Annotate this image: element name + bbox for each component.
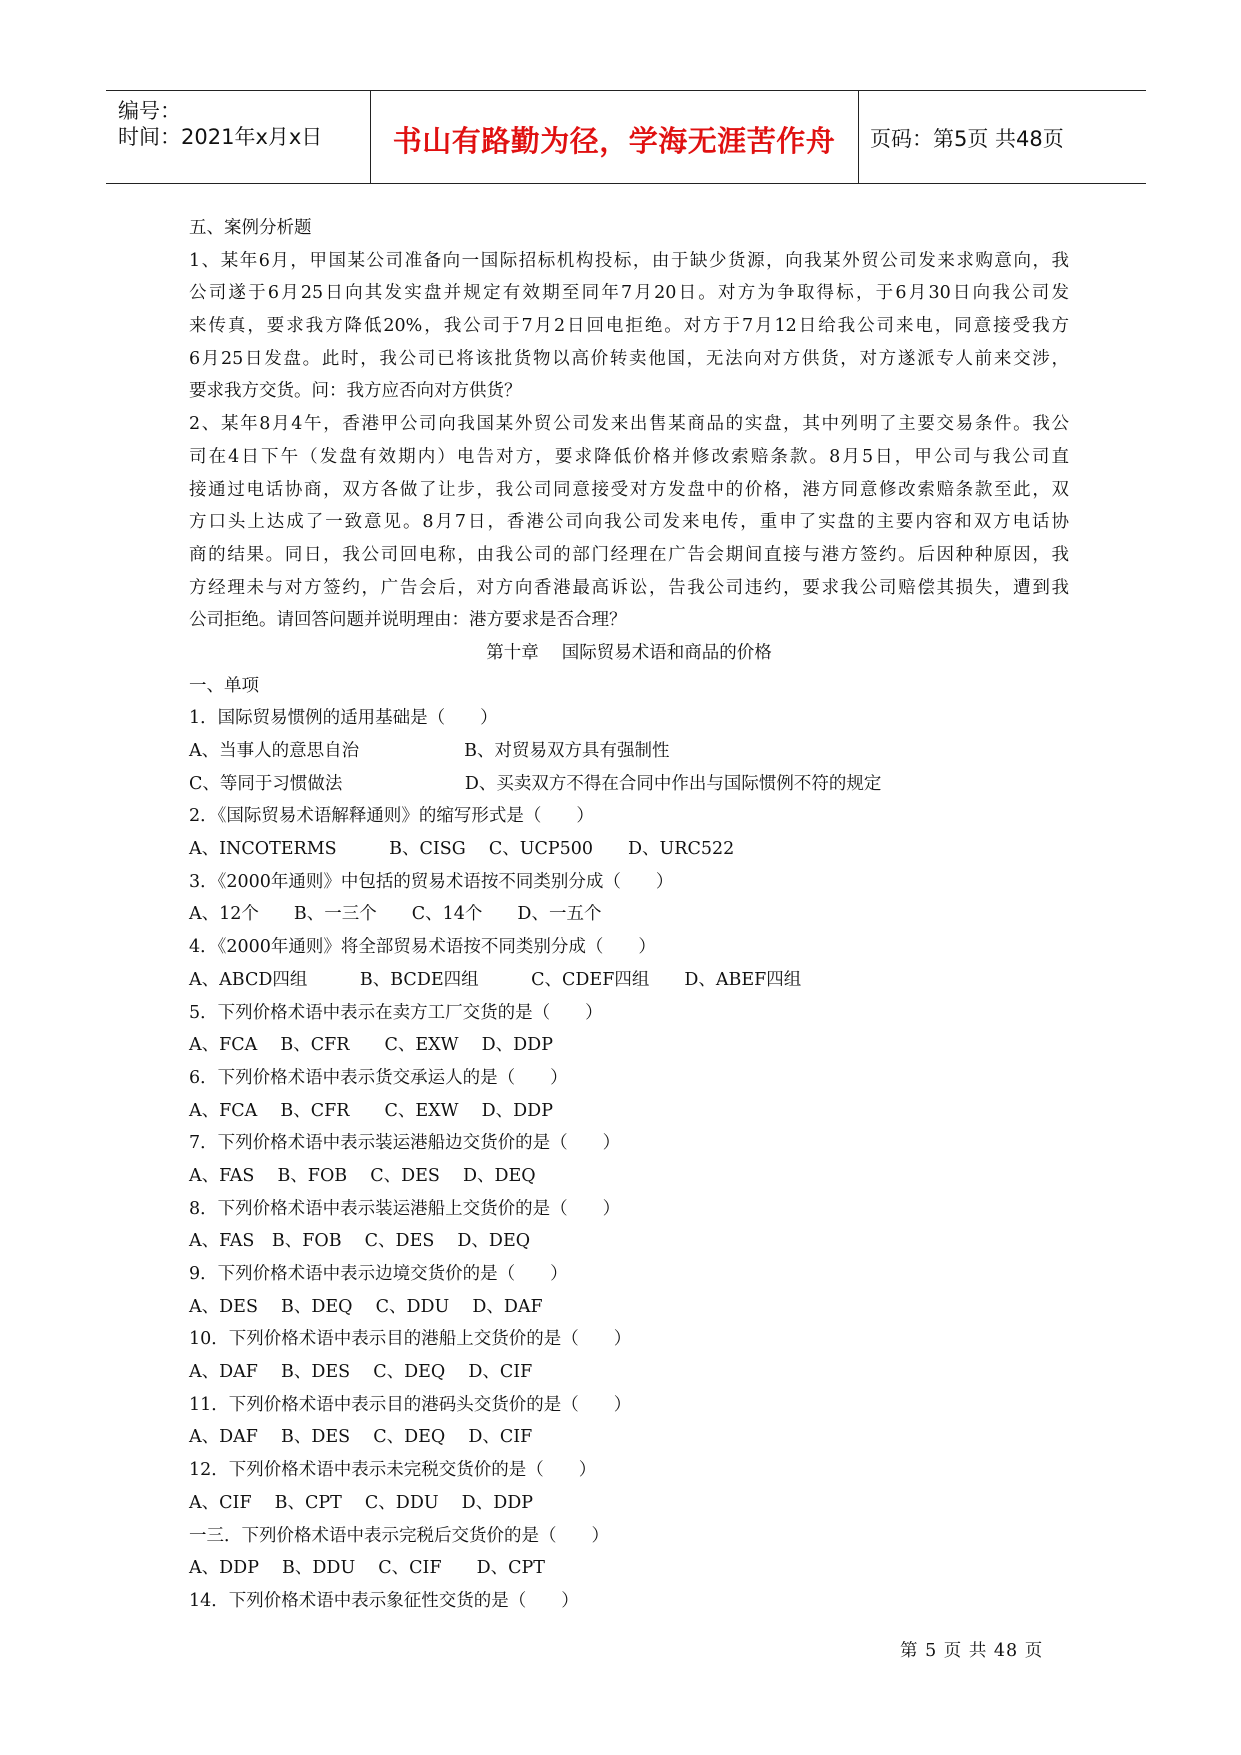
- answer-options: A、FAS B、FOB C、DES D、DEQ: [189, 1165, 536, 1186]
- question-line: 5．下列价格术语中表示在卖方工厂交货的是（ ）: [189, 1002, 603, 1023]
- answer-options: A、当事人的意思自治 B、对贸易双方具有强制性: [189, 741, 670, 761]
- answer-options: A、CIF B、CPT C、DDU D、DDP: [189, 1492, 534, 1513]
- header-right-cell: [858, 91, 1146, 183]
- chapter-title: 第十章 国际贸易术语和商品的价格: [486, 642, 772, 663]
- document-number-label: 编号：: [118, 99, 181, 123]
- text-line: 方口头上达成了一致意见。8月7日，香港公司向我公司发来电传，重申了实盘的主要内容和双方电话协: [189, 512, 1069, 533]
- section-heading: 五、案例分析题: [189, 218, 312, 238]
- question-line: 14．下列价格术语中表示象征性交货的是（ ）: [189, 1590, 579, 1611]
- section-heading: 一、单项: [189, 675, 259, 696]
- text-line: 1、某年6月，甲国某公司准备向一国际招标机构投标，由于缺少货源，向我某外贸公司发来求购意向，我: [189, 250, 1069, 271]
- question-line: 一三．下列价格术语中表示完税后交货价的是（ ）: [189, 1525, 609, 1546]
- text-line: 司在4日下午（发盘有效期内）电告对方，要求降低价格并修改索赔条款。8月5日，甲公司与我公司直: [189, 446, 1069, 467]
- answer-options: A、DDP B、DDU C、CIF D、CPT: [189, 1558, 545, 1579]
- answer-options: A、ABCD四组 B、BCDE四组 C、CDEF四组 D、ABEF四组: [189, 969, 802, 990]
- text-line: 2、某年8月4午，香港甲公司向我国某外贸公司发来出售某商品的实盘，其中列明了主要交易条件。我公: [189, 414, 1069, 435]
- text-line: 要求我方交货。问：我方应否向对方供货？: [189, 381, 522, 402]
- header-motto: 书山有路勤为径，学海无涯苦作舟: [392, 124, 836, 158]
- answer-options: A、DES B、DEQ C、DDU D、DAF: [189, 1296, 543, 1317]
- text-line: 商的结果。同日，我公司回电称，由我公司的部门经理在广告会期间直接与港方签约。后因种种原因，我: [189, 544, 1069, 565]
- question-line: 11．下列价格术语中表示目的港码头交货价的是（ ）: [189, 1394, 632, 1415]
- answer-options: A、DAF B、DES C、DEQ D、CIF: [189, 1362, 533, 1383]
- text-line: 方经理未与对方签约，广告会后，对方向香港最高诉讼，告我公司违约，要求我公司赔偿其损失，遭到我: [189, 577, 1069, 598]
- answer-options: A、12个 B、一三个 C、14个 D、一五个: [189, 904, 602, 925]
- question-line: 7．下列价格术语中表示装运港船边交货价的是（ ）: [189, 1133, 621, 1154]
- question-line: 6．下列价格术语中表示货交承运人的是（ ）: [189, 1067, 568, 1088]
- header-page-code: 页码：第5页 共48页: [870, 127, 1064, 151]
- question-line: 10．下列价格术语中表示目的港船上交货价的是（ ）: [189, 1329, 632, 1350]
- page-header: [106, 90, 1146, 184]
- answer-options: C、等同于习惯做法 D、买卖双方不得在合同中作出与国际惯例不符的规定: [189, 773, 882, 794]
- text-line: 6月25日发盘。此时，我公司已将该批货物以高价转卖他国，无法向对方供货，对方遂派专人前来交涉，: [189, 348, 1069, 369]
- text-line: 来传真，要求我方降低20%，我公司于7月2日回电拒绝。对方于7月12日给我公司来电，同意接受我方: [189, 316, 1069, 337]
- document-time-label: 时间：2021年x月x日: [118, 125, 323, 149]
- question-line: 1．国际贸易惯例的适用基础是（ ）: [189, 708, 498, 729]
- answer-options: A、DAF B、DES C、DEQ D、CIF: [189, 1427, 533, 1448]
- answer-options: A、INCOTERMS B、CISG C、UCP500 D、URC522: [189, 839, 735, 860]
- page-footer: 第 5 页 共 48 页: [900, 1641, 1044, 1661]
- question-line: 9．下列价格术语中表示边境交货价的是（ ）: [189, 1264, 568, 1284]
- question-line: 12．下列价格术语中表示未完税交货价的是（ ）: [189, 1460, 597, 1481]
- answer-options: A、FCA B、CFR C、EXW D、DDP: [189, 1035, 553, 1056]
- text-line: 接通过电话协商，双方各做了让步，我公司同意接受对方发盘中的价格，港方同意修改索赔条款至此，双: [189, 479, 1069, 500]
- header-motto-cell: [370, 91, 859, 183]
- text-line: 公司遂于6月25日向其发实盘并规定有效期至同年7月20日。对方为争取得标，于6月30日向我公司发: [189, 283, 1069, 304]
- text-line: 公司拒绝。请回答问题并说明理由：港方要求是否合理？: [189, 610, 627, 631]
- question-line: 3．《2000年通则》中包括的贸易术语按不同类别分成（ ）: [189, 871, 674, 892]
- question-line: 2．《国际贸易术语解释通则》的缩写形式是（ ）: [189, 806, 594, 827]
- question-line: 8．下列价格术语中表示装运港船上交货价的是（ ）: [189, 1198, 621, 1219]
- answer-options: A、FAS B、FOB C、DES D、DEQ: [189, 1231, 531, 1252]
- answer-options: A、FCA B、CFR C、EXW D、DDP: [189, 1100, 553, 1121]
- question-line: 4．《2000年通则》将全部贸易术语按不同类别分成（ ）: [189, 937, 656, 958]
- document-body: [189, 212, 1069, 1618]
- header-left-cell: [106, 91, 371, 183]
